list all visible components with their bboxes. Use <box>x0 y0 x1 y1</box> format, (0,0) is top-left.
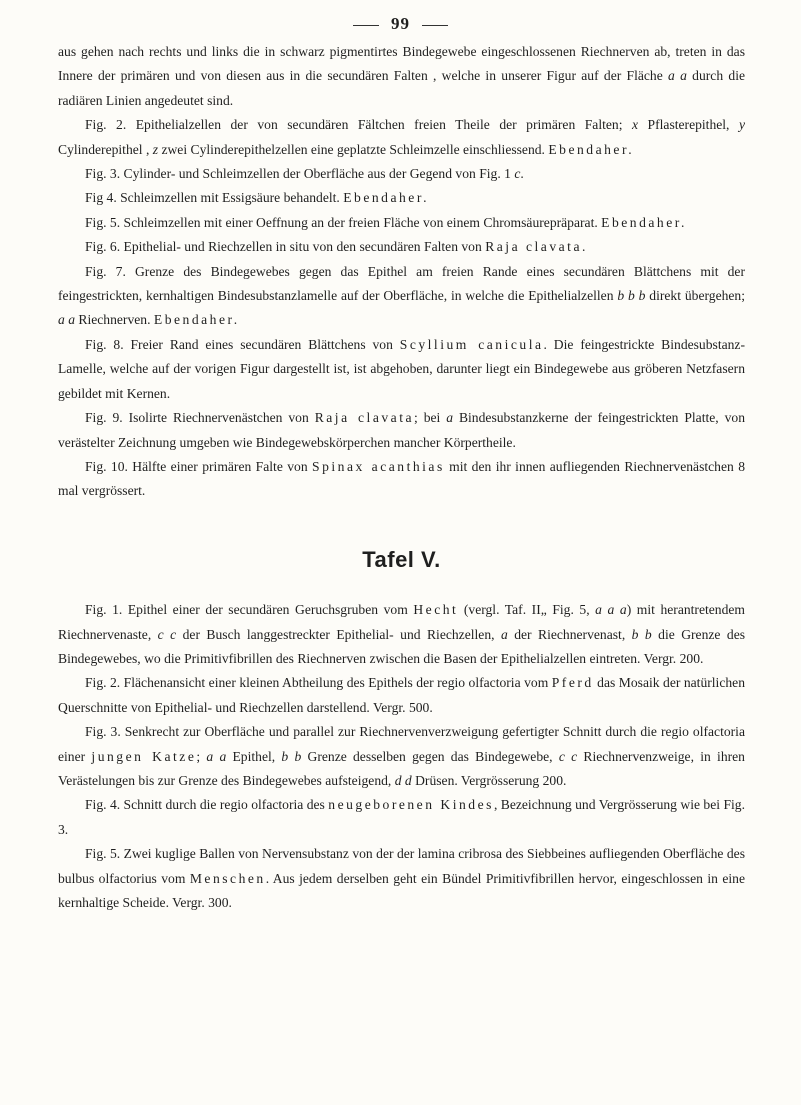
paragraph-fig4: Fig 4. Schleimzellen mit Essigsäure behandelt. Ebendaher. <box>85 190 430 206</box>
paragraph-fig1-continued: aus gehen nach rechts und links die in schwarz pigmentirtes Bindegewebe eingeschlossenen Riechnerven ab, treten in das Innere der primären und von diesen aus in die secundären Falten , welche in unserer Figur auf der Fläche a a durch die radiären Linien angedeutet sind. <box>58 44 746 108</box>
paragraph-v-fig1: Fig. 1. Epithel einer der secundären Geruchsgruben vom Hecht (vergl. Taf. II„ Fig. 5, a a a) mit herantretendem Riechnervenaste, c c der Busch langgestreckter Epithelial- und Riechzellen, a der Riechnervenast, b b die Grenze des Bindegewebes, wo die Primitivfibrillen des Riechnerven zwischen die Basen der Epithelialzellen eintreten. Vergr. 200. <box>58 602 746 666</box>
paragraph-v-fig4: Fig. 4. Schnitt durch die regio olfactoria des neugeborenen Kindes, Bezeichnung und Vergrösserung wie bei Fig. 3. <box>58 797 745 837</box>
paragraph-v-fig3: Fig. 3. Senkrecht zur Oberfläche und parallel zur Riechnervenverzweigung gefertigter Schnitt durch die regio olfactoria einer jungen Katze; a a Epithel, b b Grenze desselben gegen das Bindegewebe, c c Riechnervenzweige, in ihren Verästelungen bis zur Grenze des Bindegewebes aufsteigend, d d Drüsen. Vergrösserung 200. <box>58 724 745 788</box>
paragraph-fig3: Fig. 3. Cylinder- und Schleimzellen der Oberfläche aus der Gegend von Fig. 1 c. <box>85 166 524 182</box>
page-number: 99 <box>391 14 410 33</box>
paragraph-fig8: Fig. 8. Freier Rand eines secundären Blättchens von Scyllium canicula. Die feingestrickte Bindesubstanz-Lamelle, welche auf der vorigen Figur dargestellt ist, ist abgehoben, darunter liegt ein Bindegewebe aus gröberen Netzfasern gebildet mit Kernen. <box>58 336 745 401</box>
plate-title: Tafel V. <box>362 546 441 572</box>
paragraph-fig10: Fig. 10. Hälfte einer primären Falte von Spinax acanthias mit den ihr innen aufliegenden Riechnervenästchen 8 mal vergrössert. <box>58 458 746 499</box>
paragraph-fig9: Fig. 9. Isolirte Riechnervenästchen von Raja clavata; bei a Bindesubstanzkerne der feingestrickten Platte, von verästelter Zeichnung umgeben wie Bindegewebskörperchen mancher Körpertheile. <box>58 410 746 450</box>
header-dash-right <box>422 25 448 26</box>
paragraph-fig7: Fig. 7. Grenze des Bindegewebes gegen das Epithel am freien Rande eines secundären Blättchens mit der feingestrickten, kernhaltigen Bindesubstanzlamelle auf der Oberfläche, in welche die Epithelialzellen b b b direkt übergehen; a a Riechnerven. Ebendaher. <box>58 263 746 328</box>
paragraph-fig6: Fig. 6. Epithelial- und Riechzellen in situ von den secundären Falten von Raja clavata. <box>85 239 586 255</box>
header-dash-left <box>353 25 379 26</box>
paragraph-v-fig5: Fig. 5. Zwei kuglige Ballen von Nervensubstanz von der der lamina cribrosa des Siebbeines aufliegenden Oberfläche des bulbus olfactorius vom Menschen. Aus jedem derselben geht ein Bündel Primitivfibrillen hervor, eingeschlossen in eine kernhaltige Scheide. Vergr. 300. <box>58 846 745 910</box>
section-tafel-iv-legends <box>58 40 745 504</box>
paragraph-fig2: Fig. 2. Epithelialzellen der von secundären Fältchen freien Theile der primären Falten; x Pflasterepithel, y Cylinderepithel , z zwei Cylinderepithelzellen eine geplatzte Schleimzelle einschliessend. Ebendaher. <box>58 117 745 157</box>
paragraph-fig5: Fig. 5. Schleimzellen mit einer Oeffnung an der freien Fläche von einem Chromsäurepräparat. Ebendaher. <box>85 214 687 230</box>
paragraph-v-fig2: Fig. 2. Flächenansicht einer kleinen Abtheilung des Epithels der regio olfactoria vom Pferd das Mosaik der natürlichen Querschnitte von Epithelial- und Riechzellen darstellend. Vergr. 500. <box>58 675 745 715</box>
page-header <box>0 14 801 34</box>
section-tafel-v-legends <box>58 598 745 915</box>
body-text <box>58 40 745 915</box>
